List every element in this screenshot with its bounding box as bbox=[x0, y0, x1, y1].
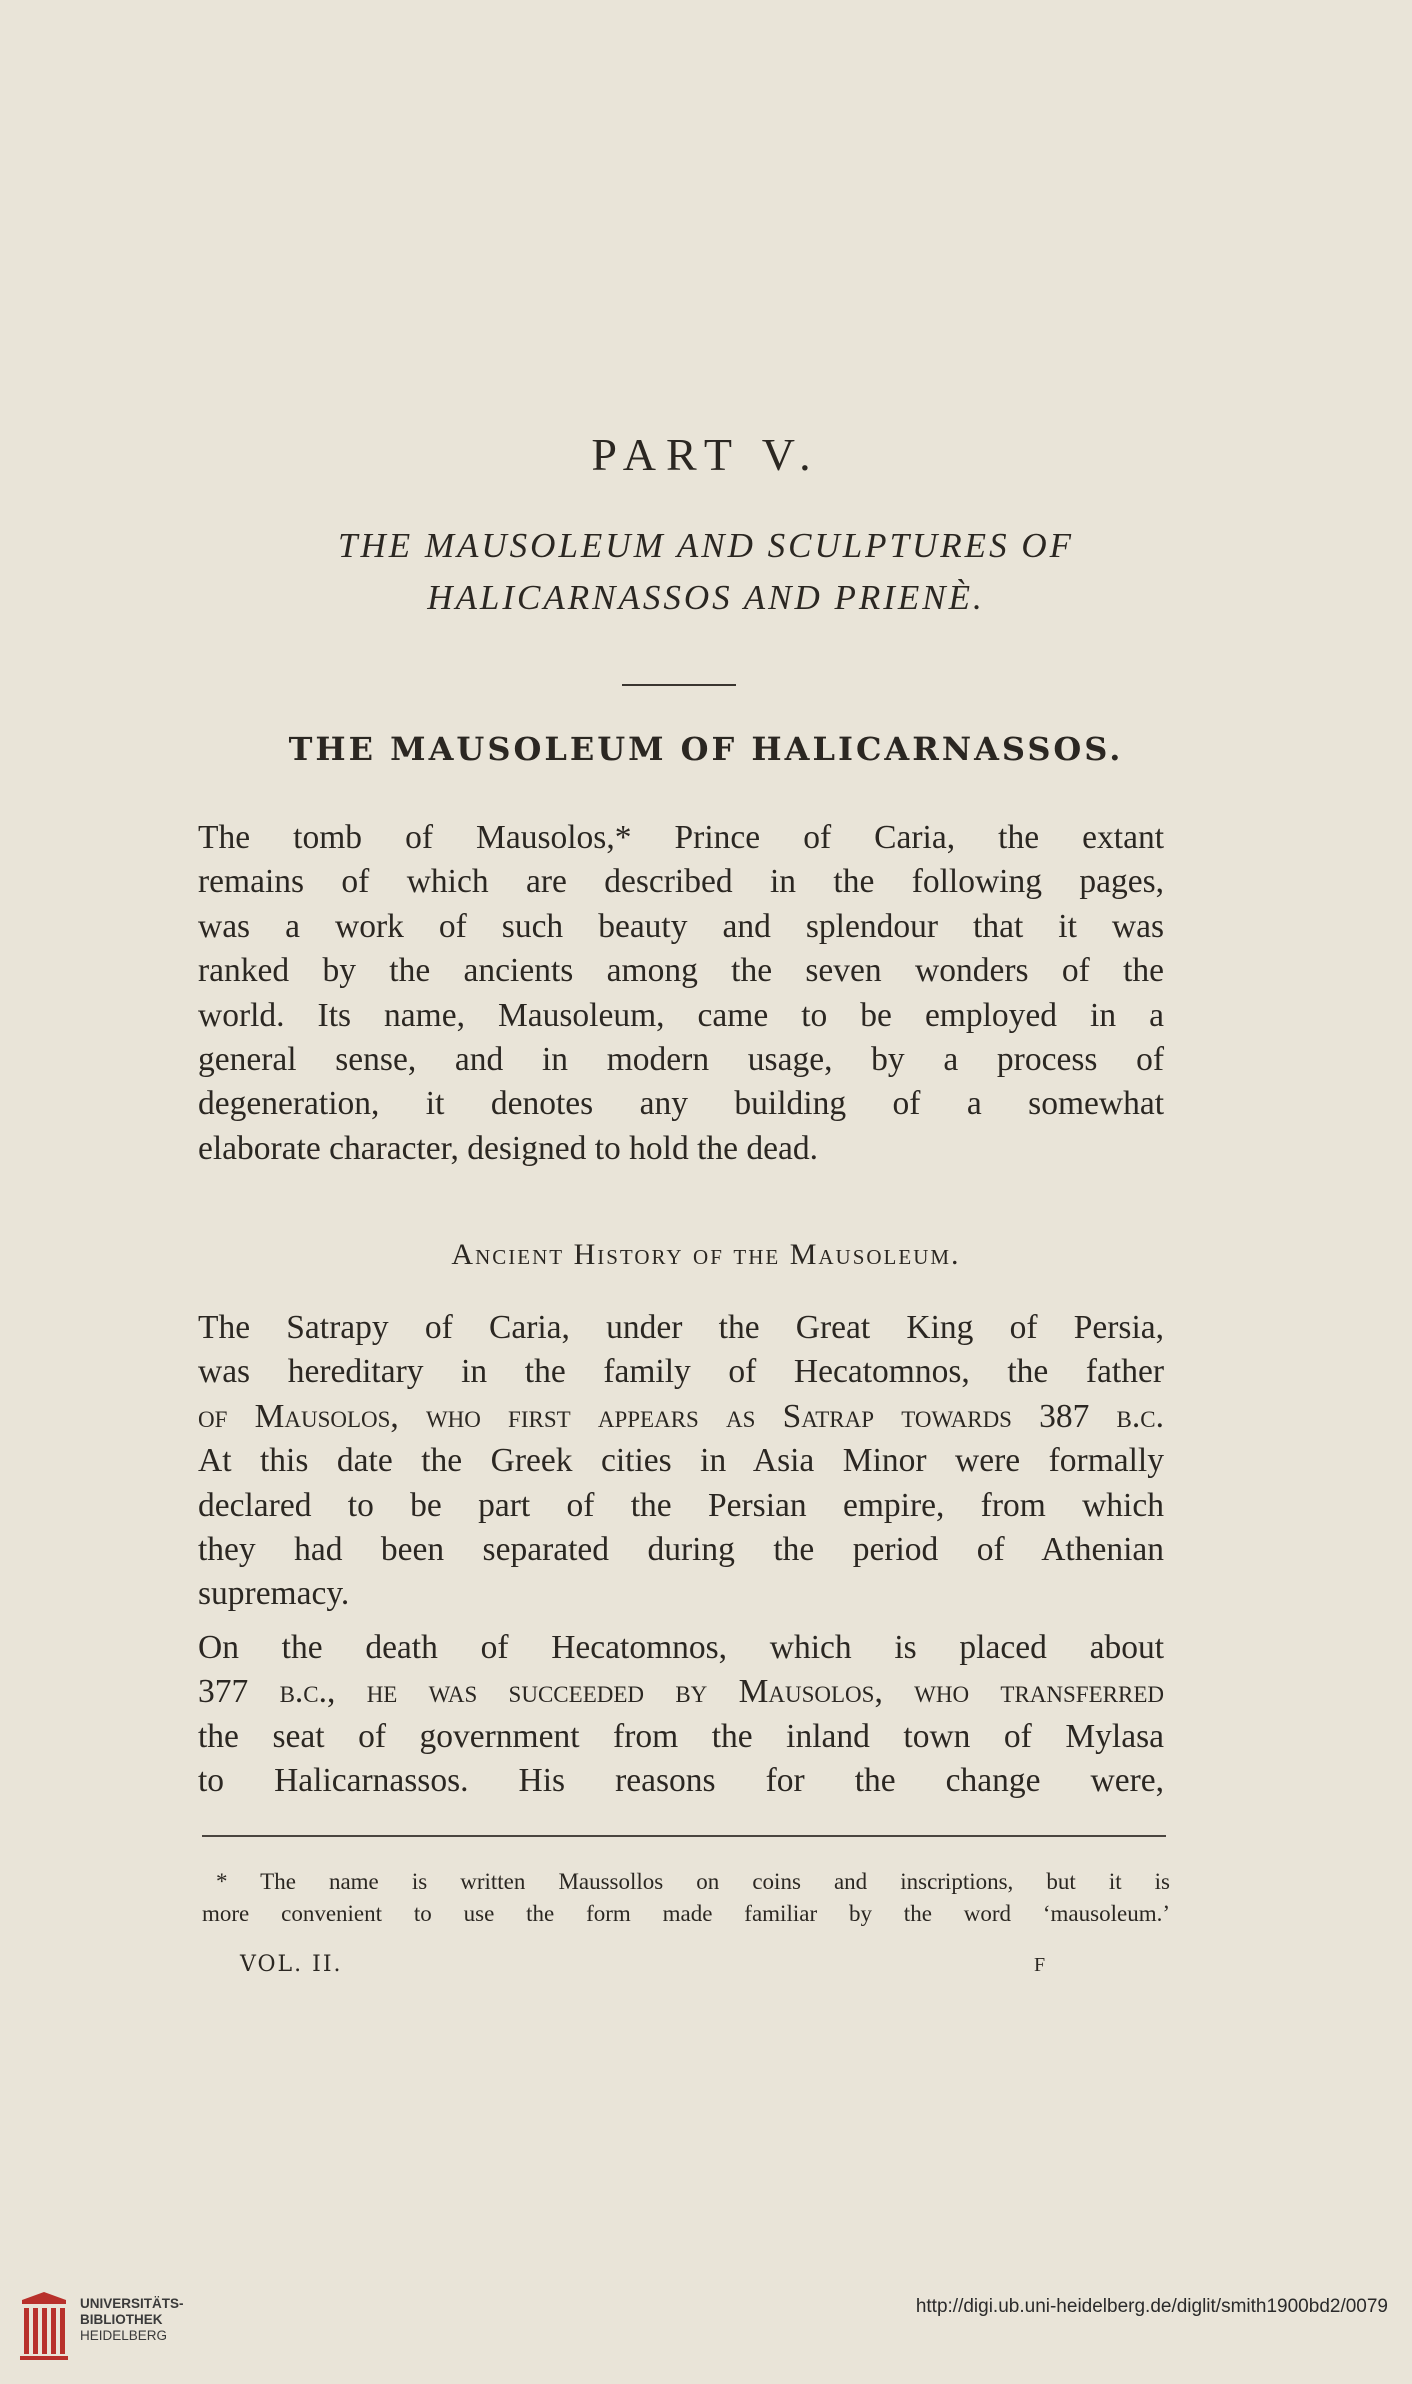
text-line: was hereditary in the family of Hecatomnos, the father bbox=[198, 1353, 1164, 1391]
volume-label: VOL. II. bbox=[240, 1952, 343, 1977]
text-line: degeneration, it denotes any building of a somewhat bbox=[198, 1085, 1164, 1123]
paragraph-2 bbox=[198, 1306, 1164, 1617]
text-line: supremacy. bbox=[198, 1575, 350, 1613]
text-line: At this date the Greek cities in Asia Minor were formally bbox=[198, 1442, 1164, 1480]
text-line: On the death of Hecatomnos, which is placed about bbox=[198, 1629, 1164, 1666]
text-line: of Mausolos, who first appears as Satrap towards 387 b.c. bbox=[198, 1397, 1164, 1435]
text-line: the seat of government from the inland town of Mylasa bbox=[198, 1717, 1164, 1755]
text-line: general sense, and in modern usage, by a process of bbox=[198, 1040, 1164, 1078]
paragraph-3 bbox=[198, 1626, 1164, 1804]
title-divider bbox=[622, 684, 736, 686]
text-line: elaborate character, designed to hold the dead. bbox=[198, 1129, 818, 1167]
subtitle-line: HALICARNASSOS AND PRIENÈ. bbox=[427, 578, 985, 617]
library-line: BIBLIOTHEK bbox=[80, 2312, 163, 2327]
text-line: The Satrapy of Caria, under the Great King of Persia, bbox=[198, 1309, 1164, 1346]
footnote-line: * The name is written Maussollos on coins and inscriptions, but it is bbox=[216, 1869, 1170, 1894]
section-heading: THE MAUSOLEUM OF HALICARNASSOS. bbox=[288, 730, 1124, 768]
text-line: to Halicarnassos. His reasons for the change were, bbox=[198, 1762, 1164, 1800]
subtitle-line: THE MAUSOLEUM AND SCULPTURES OF bbox=[338, 526, 1074, 565]
footnote-divider bbox=[202, 1835, 1166, 1837]
text-line: was a work of such beauty and splendour that it was bbox=[198, 907, 1164, 945]
library-line: UNIVERSITÄTS- bbox=[80, 2296, 184, 2311]
text-line: they had been separated during the period of Athenian bbox=[198, 1530, 1164, 1568]
library-logo bbox=[16, 2290, 184, 2370]
text-line: declared to be part of the Persian empire, from which bbox=[198, 1486, 1164, 1524]
library-name bbox=[80, 2296, 184, 2344]
text-line: remains of which are described in the following pages, bbox=[198, 863, 1164, 901]
source-url-link[interactable]: http://digi.ub.uni-heidelberg.de/diglit/smith1900bd2/0079 bbox=[915, 2296, 1388, 2317]
library-emblem-icon bbox=[16, 2290, 72, 2362]
text-line: The tomb of Mausolos,* Prince of Caria, the extant bbox=[198, 819, 1164, 856]
text-line: 377 b.c., he was succeeded by Mausolos, who transferred bbox=[198, 1673, 1164, 1711]
paragraph-1 bbox=[198, 816, 1164, 1171]
library-line: HEIDELBERG bbox=[80, 2328, 168, 2343]
footnote bbox=[202, 1866, 1170, 1930]
text-line: ranked by the ancients among the seven wonders of the bbox=[198, 952, 1164, 990]
text-line: world. Its name, Mausoleum, came to be employed in a bbox=[198, 996, 1164, 1034]
subheading: Ancient History of the Mausoleum. bbox=[451, 1238, 961, 1271]
part-subtitle bbox=[0, 520, 1412, 624]
signature-mark: F bbox=[1034, 1954, 1046, 1976]
footnote-line: more convenient to use the form made familiar by the word ‘mausoleum.’ bbox=[202, 1901, 1170, 1926]
part-title: PART V. bbox=[591, 429, 821, 480]
